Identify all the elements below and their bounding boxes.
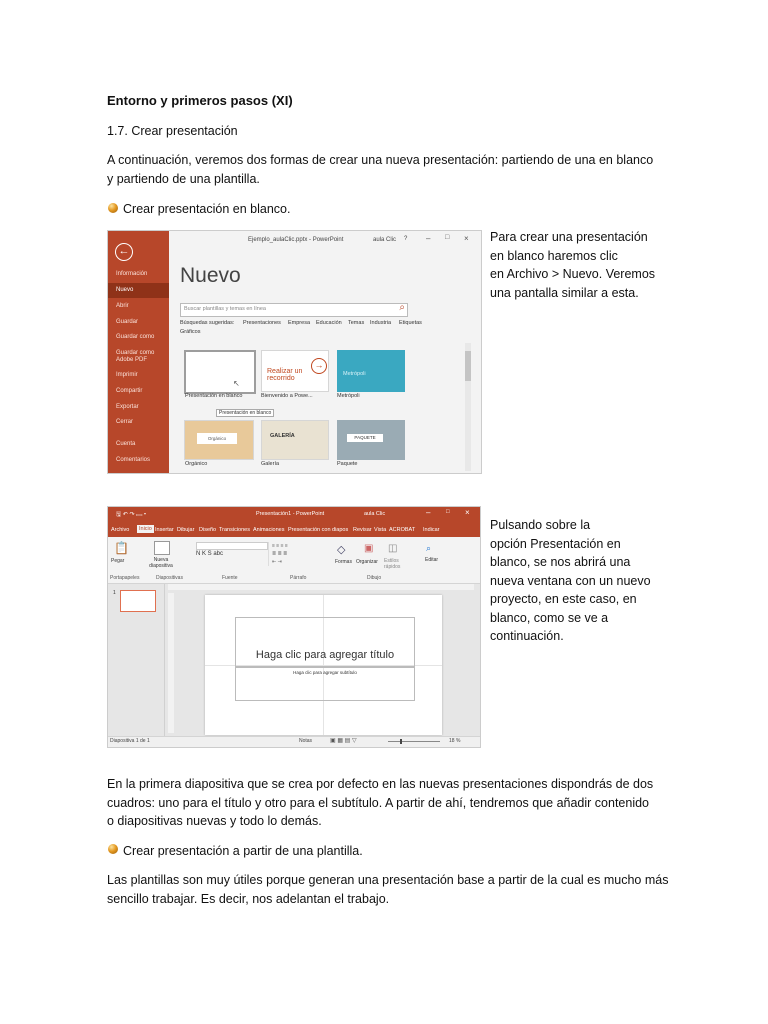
search-placeholder: Buscar plantillas y temas en línea <box>184 306 266 312</box>
text-line: proyecto, en este caso, en <box>490 592 637 606</box>
status-slide-count: Diapositiva 1 de 1 <box>110 738 150 744</box>
slide-canvas[interactable] <box>205 595 442 735</box>
menu-item-compartir[interactable]: Compartir <box>116 388 143 394</box>
menu-item-informacion[interactable]: Información <box>116 271 148 277</box>
close-icon[interactable]: × <box>465 508 470 517</box>
arrange-icon[interactable]: ▣ <box>364 543 374 554</box>
template-paquete[interactable] <box>337 420 405 460</box>
suggestion-link[interactable]: Presentaciones <box>243 320 281 326</box>
menu-item-guardar-como[interactable]: Guardar como <box>116 334 155 340</box>
zoom-slider[interactable] <box>388 741 440 742</box>
template-tour[interactable] <box>261 350 329 392</box>
metro-text: Metrópoli <box>343 371 366 377</box>
tab-diseno[interactable]: Diseño <box>199 527 217 533</box>
menu-item-cuenta[interactable]: Cuenta <box>116 441 136 447</box>
template-label: Galería <box>261 461 280 467</box>
suggestion-link[interactable]: Temas <box>348 320 365 326</box>
user-name: aula Clic <box>373 237 397 243</box>
gallery-text: GALERÍA <box>270 433 295 439</box>
template-label: Metrópoli <box>337 393 360 399</box>
group-label: Diapositivas <box>156 575 183 581</box>
window-title: Presentación1 - PowerPoint <box>256 511 325 517</box>
maximize-icon[interactable]: □ <box>445 234 450 241</box>
backstage-title: Nuevo <box>180 264 241 287</box>
text-line: A continuación, veremos dos formas de crear una nueva presentación: partiendo de una en blanco <box>107 153 654 167</box>
tab-animaciones[interactable]: Animaciones <box>253 527 285 533</box>
slide-thumbnail[interactable] <box>120 590 156 612</box>
tour-text: Realizar un recorrido <box>267 368 303 382</box>
quick-styles-label[interactable]: Estilos rápidos <box>384 558 401 570</box>
search-icon[interactable]: ⌕ <box>399 302 405 313</box>
minimize-icon[interactable]: – <box>426 234 431 243</box>
paragraph-blank <box>490 228 660 302</box>
text-line: sencillo trabajar. Es decir, nos adelantan el trabajo. <box>107 891 390 906</box>
zoom-slider-thumb[interactable] <box>400 739 402 744</box>
horizontal-ruler <box>168 584 474 590</box>
template-galeria[interactable] <box>261 420 329 460</box>
close-icon[interactable]: × <box>464 234 469 243</box>
subtitle-placeholder-text: Haga clic para agregar subtítulo <box>293 670 357 675</box>
template-blank[interactable] <box>184 350 256 394</box>
status-bar <box>108 736 480 748</box>
group-label: Fuente <box>222 575 238 581</box>
text-line: nueva ventana con un nuevo <box>490 573 651 588</box>
paragraph-controls[interactable]: ≡ ≡ ≡ ≡ ≣ ≣ ≣ ⇤ ⇥ <box>268 542 329 566</box>
group-label: Párrafo <box>290 575 307 581</box>
find-icon[interactable]: ⌕ <box>426 543 432 553</box>
view-buttons[interactable]: ▣ ▦ ▤ ▽ <box>330 738 357 744</box>
scrollbar[interactable] <box>465 343 471 471</box>
screenshot-backstage-new <box>107 230 482 474</box>
tab-revisar[interactable]: Revisar <box>353 527 372 533</box>
tab-insertar[interactable]: Insertar <box>155 527 174 533</box>
paste-label[interactable]: Pegar <box>111 558 125 564</box>
tab-indicar[interactable]: Indicar <box>423 527 440 533</box>
user-name: aula Clic <box>364 511 386 517</box>
minimize-icon[interactable]: – <box>426 508 431 517</box>
menu-item-abrir[interactable]: Abrir <box>116 303 129 309</box>
text-line: blanco, como se ve a <box>490 610 609 625</box>
tooltip: Presentación en blanco <box>216 409 274 417</box>
organic-text: Orgánico <box>197 433 237 444</box>
template-label: Presentación en blanco <box>185 393 243 399</box>
menu-item-nuevo[interactable]: Nuevo <box>116 287 134 293</box>
text-line: una pantalla similar a esta. <box>490 285 639 300</box>
edit-label[interactable]: Editar <box>425 557 439 563</box>
title-placeholder-text: Haga clic para agregar título <box>255 649 395 661</box>
text-line: opción Presentación en <box>490 536 621 551</box>
tab-dibujar[interactable]: Dibujar <box>177 527 195 533</box>
screenshot-new-presentation <box>107 506 481 748</box>
paragraph-templates <box>107 871 677 908</box>
maximize-icon[interactable]: □ <box>446 509 450 515</box>
subtitle-placeholder[interactable] <box>235 667 415 701</box>
arrange-label[interactable]: Organizar <box>356 559 378 565</box>
group-label: Portapapeles <box>110 575 140 581</box>
template-label: Bienvenido a Powe... <box>261 393 313 399</box>
back-arrow-icon[interactable]: ← <box>115 243 133 261</box>
template-label: Orgánico <box>185 461 208 467</box>
scrollbar-thumb[interactable] <box>465 351 471 381</box>
menu-item-comentarios[interactable]: Comentarios <box>116 457 151 463</box>
text-line: Las plantillas son muy útiles porque generan una presentación base a partir de la cual es mucho más <box>107 873 669 887</box>
intro-paragraph <box>107 151 667 188</box>
suggested-label: Búsquedas sugeridas: <box>180 320 235 326</box>
tab-transiciones[interactable]: Transiciones <box>219 527 250 533</box>
bullet-icon <box>108 203 118 213</box>
paragraph-click <box>490 516 662 646</box>
menu-item-imprimir[interactable]: Imprimir <box>116 372 138 378</box>
quick-access-icons[interactable]: 🖫 ↶ ↷ ▭ ▾ <box>116 512 147 518</box>
shapes-icon[interactable]: ◇ <box>337 544 346 556</box>
text-line: En la primera diapositiva que se crea por defecto en las nuevas presentaciones dispondrás de dos <box>107 777 654 791</box>
menu-item-guardar-pdf[interactable]: Guardar como Adobe PDF <box>116 350 155 363</box>
suggestion-link[interactable]: Empresa <box>288 320 311 326</box>
menu-item-exportar[interactable]: Exportar <box>116 404 139 410</box>
help-icon[interactable]: ? <box>404 236 408 242</box>
text-line: en blanco haremos clic <box>490 248 618 263</box>
suggestion-link[interactable]: Etiquetas <box>399 320 422 326</box>
shapes-label[interactable]: Formas <box>335 559 352 565</box>
suggestion-link[interactable]: Industria <box>370 320 392 326</box>
new-slide-icon[interactable] <box>154 541 170 555</box>
notes-button[interactable]: Notas <box>299 738 313 744</box>
tab-archivo[interactable]: Archivo <box>111 527 130 533</box>
slide-number: 1 <box>113 590 116 596</box>
package-text: PAQUETE <box>347 434 383 442</box>
bullet-blank-label: Crear presentación en blanco. <box>123 202 291 216</box>
new-slide-label[interactable]: Nueva diapositiva <box>149 557 173 569</box>
paste-icon[interactable]: 📋 <box>114 541 129 555</box>
bullet-icon <box>108 844 118 854</box>
cursor-icon: ↖ <box>233 379 240 388</box>
font-name-box[interactable] <box>196 542 268 550</box>
group-label: Dibujo <box>367 575 382 581</box>
tab-presentacion-diapos[interactable]: Presentación con diapos <box>288 527 349 533</box>
tab-acrobat[interactable]: ACROBAT <box>389 527 416 533</box>
bullet-template-label: Crear presentación a partir de una plantilla. <box>123 844 363 858</box>
text-line: y partiendo de una plantilla. <box>107 171 260 186</box>
template-label: Paquete <box>337 461 358 467</box>
template-organico[interactable] <box>184 420 254 460</box>
vertical-ruler <box>168 593 174 733</box>
template-metropoli[interactable] <box>337 350 405 392</box>
tab-vista[interactable]: Vista <box>374 527 387 533</box>
paragraph-first-slide <box>107 775 677 831</box>
quick-styles-icon[interactable]: ◫ <box>388 543 398 554</box>
section-title: 1.7. Crear presentación <box>107 124 238 138</box>
text-line: o diapositivas nuevas y todo lo demás. <box>107 814 322 828</box>
text-line: continuación. <box>490 629 564 643</box>
text-line: cuadros: uno para el título y otro para el subtítulo. A partir de ahí, tendremos que añadir contenido <box>107 795 650 810</box>
text-line: blanco, se nos abrirá una <box>490 555 631 569</box>
backstage-sidebar <box>108 231 169 473</box>
tab-inicio[interactable]: Inicio <box>139 526 152 532</box>
window-title: Ejemplo_aulaClic.pptx - PowerPoint <box>248 237 344 243</box>
suggestion-link[interactable]: Gráficos <box>180 329 201 335</box>
text-line: Pulsando sobre la <box>490 518 591 532</box>
font-format-buttons[interactable]: N K S abc <box>196 551 224 557</box>
text-line: Para crear una presentación <box>490 230 648 244</box>
menu-item-cerrar[interactable]: Cerrar <box>116 419 134 425</box>
arrow-right-icon: → <box>311 358 327 374</box>
template-search-box[interactable] <box>180 303 408 317</box>
document-title: Entorno y primeros pasos (XI) <box>107 93 293 108</box>
zoom-level[interactable]: 18 % <box>449 738 461 744</box>
title-placeholder[interactable] <box>235 617 415 667</box>
menu-item-guardar[interactable]: Guardar <box>116 319 139 325</box>
text-line: en Archivo > Nuevo. Veremos <box>490 267 656 281</box>
suggestion-link[interactable]: Educación <box>316 320 342 326</box>
